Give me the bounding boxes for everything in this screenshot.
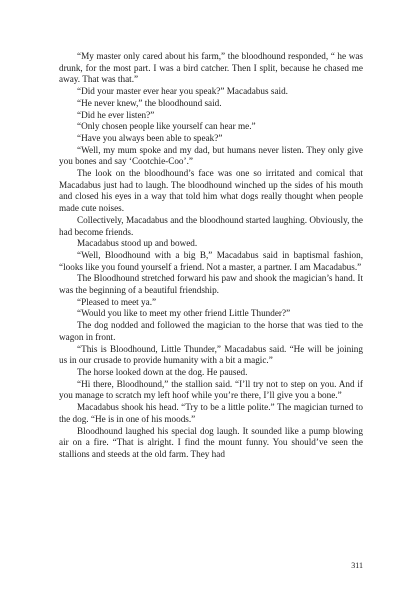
paragraph: The dog nodded and followed the magician to the horse that was tied to the wagon in front.: [59, 320, 363, 342]
paragraph: “Well, my mum spoke and my dad, but humans never listen. They only give you bones and say ‘Cootchie-Coo’.”: [59, 144, 363, 167]
paragraph: “Did your master ever hear you speak?” Macadabus said.: [77, 86, 288, 97]
paragraph: Bloodhound laughed his special dog laugh. It sounded like a pump blowing air on a fire. “That is alright. I find the mount funny. You should’ve seen the stallions and steeds at the old farm. They had: [59, 425, 363, 459]
paragraph: The Bloodhound stretched forward his paw and shook the magician’s hand. It was the beginning of a beautiful friendship.: [59, 273, 363, 296]
paragraph: “Would you like to meet my other friend Little Thunder?”: [77, 308, 291, 319]
paragraph: “Did he ever listen?”: [77, 109, 155, 120]
paragraph: “Pleased to meet ya.”: [77, 296, 157, 307]
paragraph: “Have you always been able to speak?”: [77, 132, 223, 143]
paragraph: “Well, Bloodhound with a big B,” Macadabus said in baptismal fashion, “looks like you found yourself a friend. Not a master, a partner. I am Macadabus.”: [59, 249, 363, 272]
paragraph: “My master only cared about his farm,” the bloodhound responded, “ he was drunk, for the most part. I was a bird catcher. Then I split, because he chased me away. That was that.”: [59, 51, 363, 85]
paragraph: “This is Bloodhound, Little Thunder,” Macadabus said. “He will be joining us in our crusade to provide humanity with a bit a magic.”: [59, 343, 363, 366]
paragraph: The horse looked down at the dog. He paused.: [77, 366, 248, 377]
page-number: 311: [351, 561, 363, 570]
paragraph: Collectively, Macadabus and the bloodhound started laughing. Obviously, the had become friends.: [59, 214, 363, 237]
paragraph: Macadabus stood up and bowed.: [77, 238, 198, 249]
paragraph: “He never knew,” the bloodhound said.: [77, 97, 222, 108]
paragraph: “Only chosen people like yourself can hear me.”: [77, 121, 256, 132]
paragraph: The look on the bloodhound’s face was one so irritated and comical that Macadabus just had to laugh. The bloodhound winched up the sides of his mouth and closed his eyes in a way that told him what dogs really thought when people made cute noises.: [59, 168, 363, 214]
body-text: [59, 51, 363, 461]
paragraph: Macadabus shook his head. “Try to be a little polite.” The magician turned to the dog. “He is in one of his moods.”: [59, 402, 363, 424]
paragraph: “Hi there, Bloodhound,” the stallion said. “I’ll try not to step on you. And if you manage to scratch my left hoof while you’re there, I’ll give you a bone.”: [59, 378, 363, 401]
